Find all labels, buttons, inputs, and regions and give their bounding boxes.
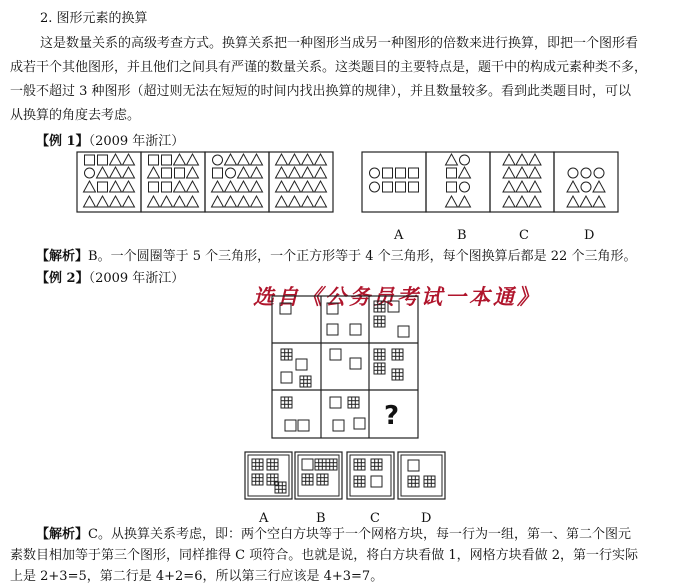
grid-square <box>281 397 292 408</box>
blank-square <box>333 420 344 431</box>
intro-line-4: 从换算的角度去考虑。 <box>10 108 141 123</box>
grid-square <box>392 369 403 380</box>
grid-square <box>302 474 313 485</box>
blank-square <box>350 358 361 369</box>
grid-square <box>317 474 328 485</box>
blank-square <box>298 420 309 431</box>
blank-square <box>408 460 419 471</box>
grid-square <box>374 363 385 374</box>
example1-analysis-text: B。一个圆圈等于 5 个三角形，一个正方形等于 4 个三角形，每个图换算后都是 22 个三角形。 <box>88 249 637 264</box>
example2-analysis-tag: 【解析】 <box>36 527 89 542</box>
blank-square <box>371 476 382 487</box>
example2-analysis-line-2: 素数目相加等于第三个图形，同样推得 C 项符合。也就是说，将白方块看做 1，网格方块看做 2，第一行实际 <box>10 548 639 563</box>
grid-square <box>408 476 419 487</box>
example2-analysis-line-3: 上是 2+3=5，第二行是 4+2=6，所以第三行应该是 4+3=7。 <box>10 569 384 584</box>
example1-tag: 【例 1】 <box>36 134 89 149</box>
grid-square <box>326 459 337 470</box>
grid-square <box>267 459 278 470</box>
example1-source: （2009 年浙江） <box>88 134 185 149</box>
section-heading: 2. 图形元素的换算 <box>40 11 148 26</box>
grid-square <box>392 349 403 360</box>
grid-square <box>424 476 435 487</box>
blank-square <box>285 420 296 431</box>
grid-square <box>374 316 385 327</box>
example2-option-box-b <box>295 452 342 499</box>
example1-option-b: B <box>457 228 467 243</box>
intro-line-2: 成若干个其他图形，并且他们之间具有严谨的数量关系。这类题目的主要特点是，题干中的构成元素种类不多， <box>10 60 648 75</box>
question-mark: ? <box>384 401 400 431</box>
grid-square <box>275 482 286 493</box>
example2-analysis-text-1: C。从换算关系考虑，即：两个空白方块等于一个网格方块，每一行为一组，第一、第二个图元 <box>88 527 631 542</box>
blank-square <box>302 459 313 470</box>
example1-option-c: C <box>519 228 529 243</box>
example2-source: （2009 年浙江） <box>88 271 185 286</box>
blank-square <box>398 326 409 337</box>
grid-square <box>252 474 263 485</box>
example2-tag: 【例 2】 <box>36 271 89 286</box>
grid-square <box>354 459 365 470</box>
grid-square <box>348 397 359 408</box>
blank-square <box>330 397 341 408</box>
example2-option-d: D <box>421 511 432 526</box>
example1-analysis-tag: 【解析】 <box>36 249 89 264</box>
intro-line-3: 一般不超过 3 种图形（超过则无法在短短的时间内找出换算的规律），并且数量较多。看到此类题目时，可以 <box>10 84 632 99</box>
blank-square <box>296 359 307 370</box>
blank-square <box>330 349 341 360</box>
blank-square <box>327 303 338 314</box>
example2-option-b: B <box>316 511 326 526</box>
grid-square <box>374 349 385 360</box>
blank-square <box>354 418 365 429</box>
example2-option-box-a <box>245 452 292 499</box>
example2-option-c: C <box>370 511 380 526</box>
intro-line-1: 这是数量关系的高级考查方式。换算关系把一种图形当成另一种图形的倍数来进行换算，即把一个图形看 <box>40 36 639 51</box>
blank-square <box>281 372 292 383</box>
example2-option-box-c <box>347 452 394 499</box>
blank-square <box>350 324 361 335</box>
example1-option-d: D <box>584 228 595 243</box>
blank-square <box>327 324 338 335</box>
blank-square <box>388 301 399 312</box>
grid-square <box>252 459 263 470</box>
blank-square <box>280 303 291 314</box>
grid-square <box>267 474 278 485</box>
grid-square <box>315 459 326 470</box>
grid-square <box>281 349 292 360</box>
grid-square <box>374 301 385 312</box>
grid-square <box>300 376 311 387</box>
grid-square <box>371 459 382 470</box>
watermark: 选自《公务员考试一本通》 <box>253 284 541 309</box>
grid-square <box>354 476 365 487</box>
example2-option-box-d <box>398 452 445 499</box>
example1-option-a: A <box>394 228 404 243</box>
example2-analysis-line-1 <box>36 524 631 545</box>
example2-option-a: A <box>259 511 269 526</box>
